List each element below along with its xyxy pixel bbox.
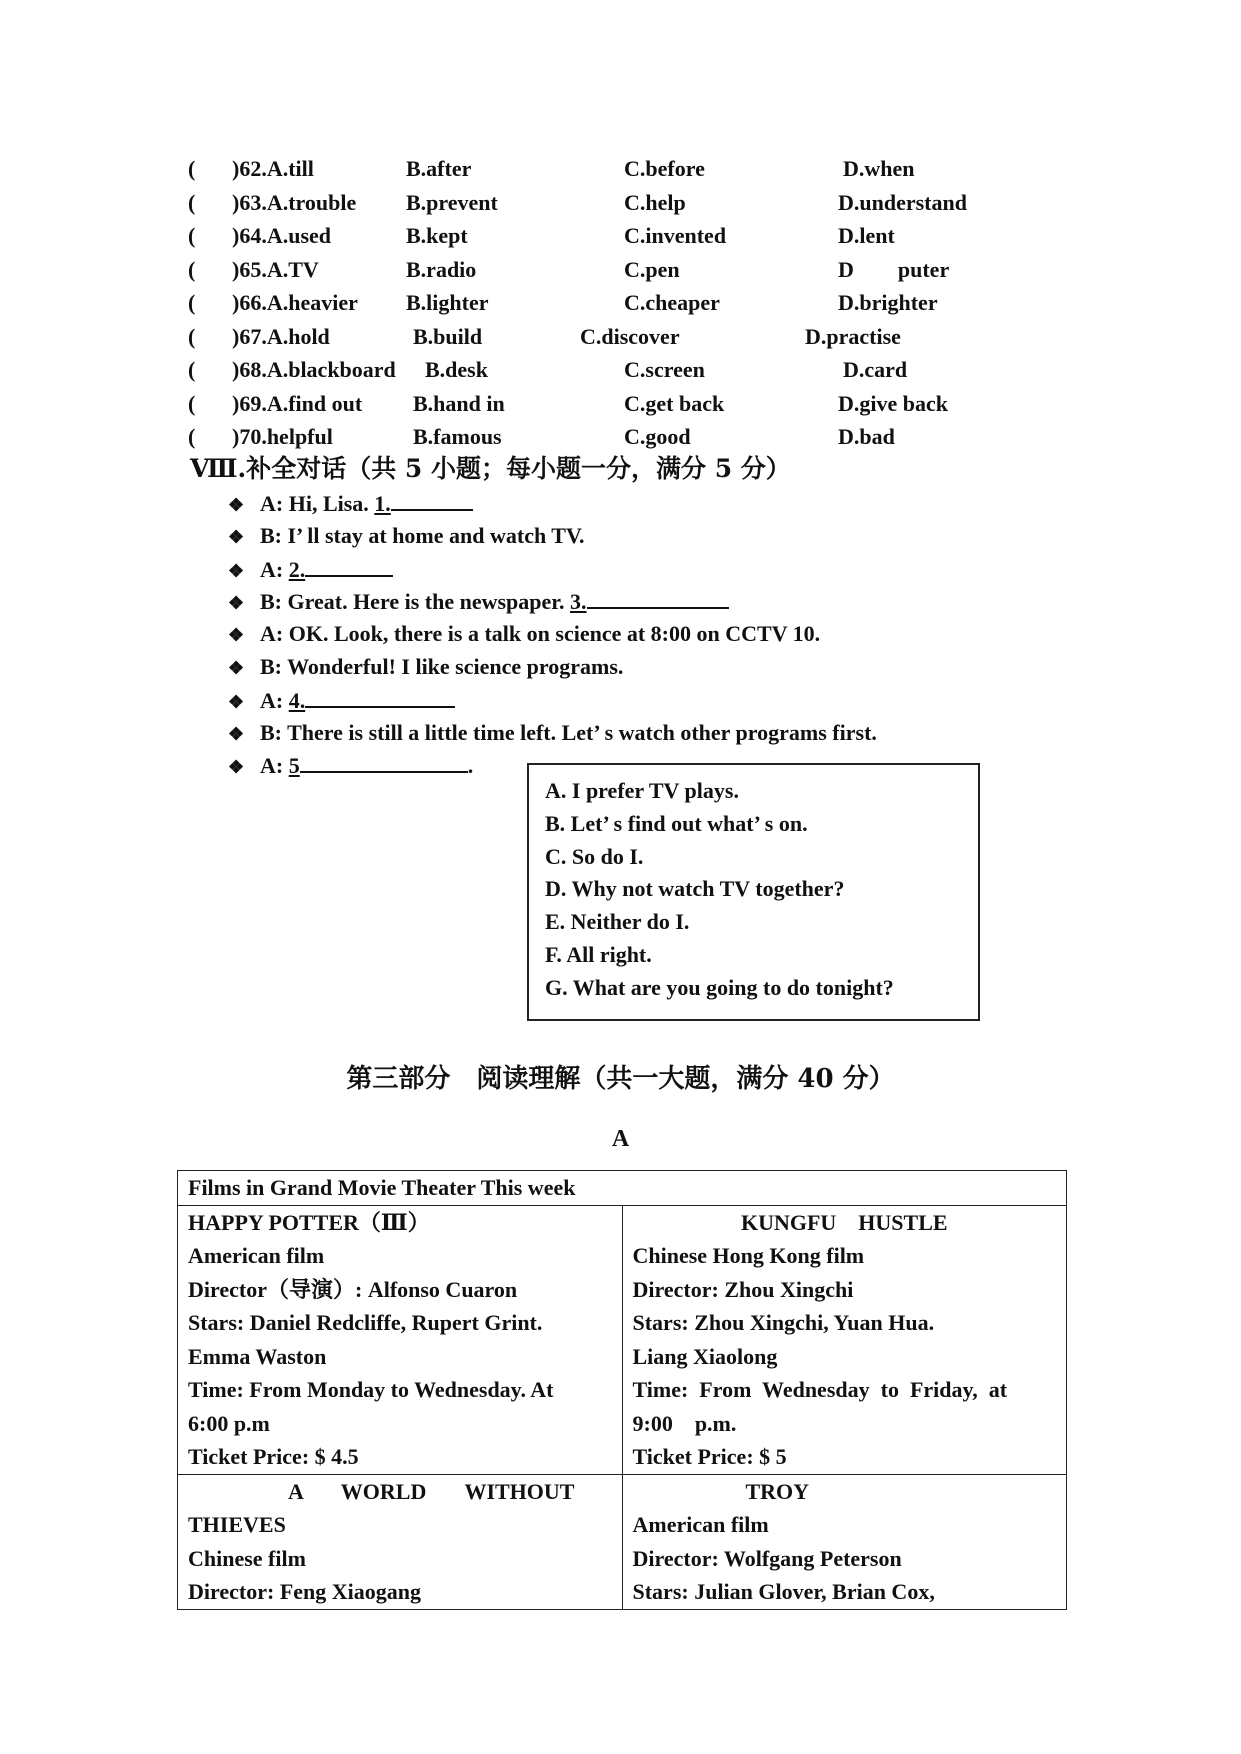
answer-paren: ( <box>188 357 196 382</box>
option-b: B.famous <box>413 424 502 449</box>
option-a-text: A. I prefer TV plays. <box>545 778 739 803</box>
mcq-row-64 <box>188 219 1088 253</box>
option-a: )62.A.till <box>232 156 314 181</box>
passage-letter: A <box>611 1126 630 1152</box>
diamond-bullet-icon: ❖ <box>228 593 245 614</box>
dialog-options-box <box>527 763 980 1021</box>
option-b: B.radio <box>406 256 477 282</box>
option-c-text: C. So do I. <box>545 843 644 869</box>
answer-paren: ( <box>188 323 196 349</box>
dialog-line-8 <box>228 717 1048 750</box>
answer-paren: ( <box>188 424 196 449</box>
diamond-bullet-icon: ❖ <box>228 723 245 744</box>
dialog-line-7 <box>228 684 1048 717</box>
option-c: C.help <box>624 189 686 215</box>
film-origin: Chinese Hong Kong film <box>632 1243 865 1268</box>
film-time: Time: From Monday to Wednesday. At <box>188 1377 554 1402</box>
answer-blank-label: 2. <box>288 556 306 582</box>
dialog-text: A: OK. Look, there is a talk on science at 8:00 on CCTV 10. <box>260 621 821 647</box>
mcq-row-69 <box>188 387 1088 421</box>
option-d: D.lent <box>838 223 895 248</box>
answer-paren: ( <box>188 290 196 315</box>
films-table <box>177 1170 1067 1610</box>
option-c: C.screen <box>624 357 705 382</box>
answer-blank-line[interactable] <box>305 553 393 577</box>
answer-paren: ( <box>188 189 196 215</box>
option-g-text: G. What are you going to do tonight? <box>545 974 894 1000</box>
dialog-period: . <box>467 753 474 779</box>
dialog-line-4 <box>228 585 1048 618</box>
film-time: Time: From Wednesday to Friday, at <box>632 1377 1008 1402</box>
film-stars: Stars: Zhou Xingchi, Yuan Hua. <box>632 1310 935 1335</box>
film-director: Director（导演）: Alfonso Cuaron <box>188 1276 518 1302</box>
film-stars: Stars: Julian Glover, Brian Cox, <box>632 1579 935 1604</box>
diamond-bullet-icon: ❖ <box>228 625 245 646</box>
option-b: B.build <box>413 323 483 349</box>
film-time-cont: 9:00 p.m. <box>632 1410 737 1436</box>
answer-blank-line[interactable] <box>305 684 455 708</box>
option-b: B.prevent <box>406 189 498 215</box>
dialog-line-2 <box>228 520 1048 553</box>
option-c: C.get back <box>624 390 725 416</box>
answer-paren: ( <box>188 390 196 416</box>
option-b-text: B. Let’ s find out what’ s on. <box>545 810 808 836</box>
dialog-line-1 <box>228 487 1048 520</box>
film-price: Ticket Price: $ 4.5 <box>188 1444 359 1469</box>
option-d: D.brighter <box>838 290 938 315</box>
option-b: B.after <box>406 156 472 181</box>
films-table-header: Films in Grand Movie Theater This week <box>178 1171 1067 1206</box>
diamond-bullet-icon: ❖ <box>228 757 245 778</box>
mcq-row-62 <box>188 152 1088 186</box>
option-a: )70.helpful <box>232 424 333 449</box>
dialog-text: A: Hi, Lisa. <box>260 491 375 516</box>
film-title: TROY <box>745 1478 810 1504</box>
film-stars-cont: Emma Waston <box>188 1343 327 1369</box>
option-d-text: D. Why not watch TV together? <box>545 876 845 902</box>
mcq-row-66 <box>188 286 1088 320</box>
film-origin: American film <box>632 1512 769 1537</box>
diamond-bullet-icon: ❖ <box>228 560 245 581</box>
film-cell-kungfu <box>622 1205 1067 1474</box>
answer-blank-label: 5 <box>288 753 300 779</box>
option-a: )67.A.hold <box>232 323 330 349</box>
answer-blank-line[interactable] <box>300 749 468 773</box>
mcq-row-63 <box>188 186 1088 220</box>
option-b: B.kept <box>406 223 468 248</box>
multiple-choice-list <box>188 152 1088 454</box>
option-b: B.lighter <box>406 290 489 315</box>
film-director: Director: Wolfgang Peterson <box>632 1545 902 1571</box>
film-cell-world <box>178 1474 623 1609</box>
option-a: )69.A.find out <box>232 390 363 416</box>
option-f-text: F. All right. <box>545 941 652 967</box>
dialog-list <box>228 487 1048 782</box>
film-title: KUNGFU HUSTLE <box>740 1209 948 1235</box>
option-c: C.pen <box>624 256 680 282</box>
option-a: )65.A.TV <box>232 256 319 282</box>
option-a: )66.A.heavier <box>232 290 358 315</box>
diamond-bullet-icon: ❖ <box>228 495 245 515</box>
answer-blank-label: 1. <box>374 491 391 516</box>
dialog-text: A: <box>260 753 289 779</box>
option-d: D.understand <box>838 189 967 215</box>
mcq-row-68 <box>188 353 1088 387</box>
answer-paren: ( <box>188 156 196 181</box>
diamond-bullet-icon: ❖ <box>228 526 245 547</box>
option-a: )63.A.trouble <box>232 189 357 215</box>
film-title: A WORLD WITHOUT <box>288 1478 575 1504</box>
mcq-row-67 <box>188 320 1088 354</box>
film-director: Director: Zhou Xingchi <box>632 1276 854 1302</box>
part-3-title: 第三部分 阅读理解（共一大题，满分 40 分） <box>346 1064 895 1094</box>
option-d: D.practise <box>805 323 901 349</box>
dialog-line-6 <box>228 651 1048 684</box>
film-origin: American film <box>188 1243 325 1268</box>
option-b: B.desk <box>425 357 488 382</box>
film-cell-potter <box>178 1205 623 1474</box>
dialog-text: B: There is still a little time left. Let’ s watch other programs first. <box>260 719 877 745</box>
film-title: HAPPY POTTER（Ⅲ） <box>188 1209 430 1235</box>
diamond-bullet-icon: ❖ <box>228 691 245 712</box>
film-origin: Chinese film <box>188 1545 306 1571</box>
option-e-text: E. Neither do I. <box>545 909 690 935</box>
option-c: C.cheaper <box>624 290 720 315</box>
dialog-text: B: Great. Here is the newspaper. <box>260 589 571 615</box>
film-cell-troy <box>622 1474 1067 1609</box>
option-c: C.before <box>624 156 705 181</box>
option-c: C.invented <box>624 223 727 248</box>
answer-paren: ( <box>188 256 196 282</box>
film-stars: Stars: Daniel Redcliffe, Rupert Grint. <box>188 1310 543 1335</box>
dialog-text: A: <box>260 556 289 582</box>
option-d: D.when <box>843 156 915 181</box>
answer-blank-label: 4. <box>288 687 306 713</box>
option-d: D.card <box>843 357 908 382</box>
option-a: )68.A.blackboard <box>232 357 396 382</box>
answer-blank-label: 3. <box>570 589 587 615</box>
dialog-line-3 <box>228 553 1048 586</box>
film-time-cont: 6:00 p.m <box>188 1410 270 1436</box>
mcq-row-65 <box>188 253 1088 287</box>
dialog-line-5 <box>228 618 1048 651</box>
option-d: D.give back <box>838 390 948 416</box>
dialog-text: B: Wonderful! I like science programs. <box>260 653 624 679</box>
film-title-cont: THIEVES <box>188 1512 286 1537</box>
answer-blank-line[interactable] <box>391 487 473 511</box>
answer-paren: ( <box>188 223 196 248</box>
option-a: )64.A.used <box>232 223 332 248</box>
option-c: C.good <box>624 424 691 449</box>
option-c: C.discover <box>580 323 680 349</box>
option-d: D.bad <box>838 424 895 449</box>
film-director: Director: Feng Xiaogang <box>188 1579 421 1604</box>
option-d: D puter <box>838 256 950 282</box>
diamond-bullet-icon: ❖ <box>228 657 245 678</box>
film-stars-cont: Liang Xiaolong <box>632 1343 778 1369</box>
answer-blank-line[interactable] <box>587 585 729 609</box>
film-price: Ticket Price: $ 5 <box>632 1444 787 1469</box>
dialog-text: A: <box>260 687 289 713</box>
dialog-text: B: I’ ll stay at home and watch TV. <box>260 522 585 548</box>
option-b: B.hand in <box>413 390 505 416</box>
section-8-title: Ⅷ.补全对话（共 5 小题；每小题一分，满分 5 分） <box>190 454 791 483</box>
